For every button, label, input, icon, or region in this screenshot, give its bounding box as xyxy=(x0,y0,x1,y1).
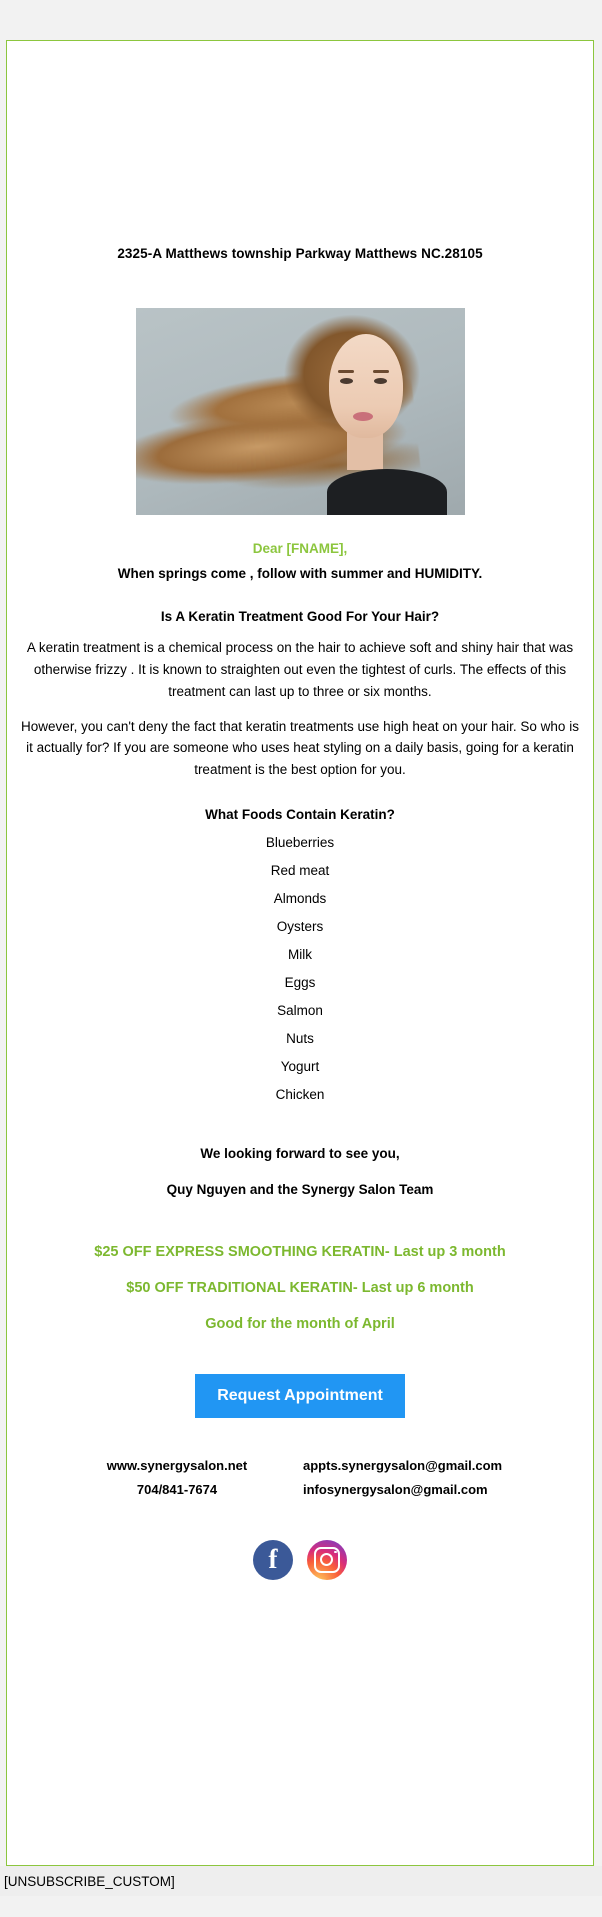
shoulder-shape xyxy=(327,469,447,515)
food-item: Eggs xyxy=(284,975,316,991)
offer-line-1: $25 OFF EXPRESS SMOOTHING KERATIN- Last up 3 month xyxy=(94,1244,506,1261)
food-item: Milk xyxy=(288,947,312,963)
food-item: Almonds xyxy=(273,891,327,907)
salon-address: 2325-A Matthews township Parkway Matthews NC.28105 xyxy=(117,246,483,261)
foods-heading: What Foods Contain Keratin? xyxy=(205,807,395,823)
food-item: Salmon xyxy=(277,1003,323,1019)
contact-right-column xyxy=(303,1454,523,1502)
appointments-email-link[interactable]: appts.synergysalon@gmail.com xyxy=(303,1458,503,1474)
website-link[interactable]: www.synergysalon.net xyxy=(106,1458,248,1474)
body-paragraph-1: A keratin treatment is a chemical process on the hair to achieve soft and shiny hair that was otherwise frizzy . It is known to straighten out even the tightest of curls. The effects of this treatment can last up to three or six months. xyxy=(26,640,574,699)
instagram-icon[interactable] xyxy=(307,1540,347,1580)
hero-image xyxy=(136,308,465,515)
phone-number[interactable]: 704/841-7674 xyxy=(136,1482,218,1498)
unsubscribe-bar xyxy=(0,1866,602,1896)
contact-row xyxy=(21,1454,579,1502)
closing-line-1: We looking forward to see you, xyxy=(200,1146,400,1162)
unsubscribe-token[interactable]: [UNSUBSCRIBE_CUSTOM] xyxy=(4,1873,175,1889)
cta-wrapper xyxy=(21,1374,579,1418)
section-heading: Is A Keratin Treatment Good For Your Hair? xyxy=(160,609,440,624)
top-spacer xyxy=(21,41,579,246)
right-eye-shape xyxy=(374,378,387,384)
subgreeting-text: When springs come , follow with summer and HUMIDITY. xyxy=(117,566,483,581)
food-item: Red meat xyxy=(270,863,330,879)
facebook-icon[interactable] xyxy=(253,1540,293,1580)
email-body-frame xyxy=(6,40,594,1866)
face-shape xyxy=(329,334,403,438)
left-eye-shape xyxy=(340,378,353,384)
lips-shape xyxy=(353,412,373,421)
hero-image-wrapper xyxy=(21,308,579,515)
greeting-text: Dear [FNAME], xyxy=(252,541,348,556)
right-brow-shape xyxy=(373,370,389,373)
food-item: Chicken xyxy=(275,1087,325,1103)
food-item: Nuts xyxy=(286,1031,314,1047)
contact-left-column xyxy=(77,1454,277,1502)
closing-line-2: Quy Nguyen and the Synergy Salon Team xyxy=(166,1182,434,1198)
social-links xyxy=(21,1540,579,1580)
facebook-glyph: f xyxy=(268,1543,278,1574)
request-appointment-button[interactable]: Request Appointment xyxy=(195,1374,405,1418)
left-brow-shape xyxy=(338,370,354,373)
food-item: Yogurt xyxy=(280,1059,320,1075)
food-item: Oysters xyxy=(276,919,324,935)
offer-line-3: Good for the month of April xyxy=(205,1316,395,1333)
food-item: Blueberries xyxy=(265,835,335,851)
offer-line-2: $50 OFF TRADITIONAL KERATIN- Last up 6 month xyxy=(126,1280,474,1297)
body-paragraph-2: However, you can't deny the fact that keratin treatments use high heat on your hair. So who is it actually for? If you are someone who uses heat styling on a daily basis, going for a keratin treatment is the best option for you. xyxy=(21,718,579,778)
info-email-link[interactable]: infosynergysalon@gmail.com xyxy=(303,1482,488,1498)
instagram-camera-glyph xyxy=(314,1547,340,1573)
